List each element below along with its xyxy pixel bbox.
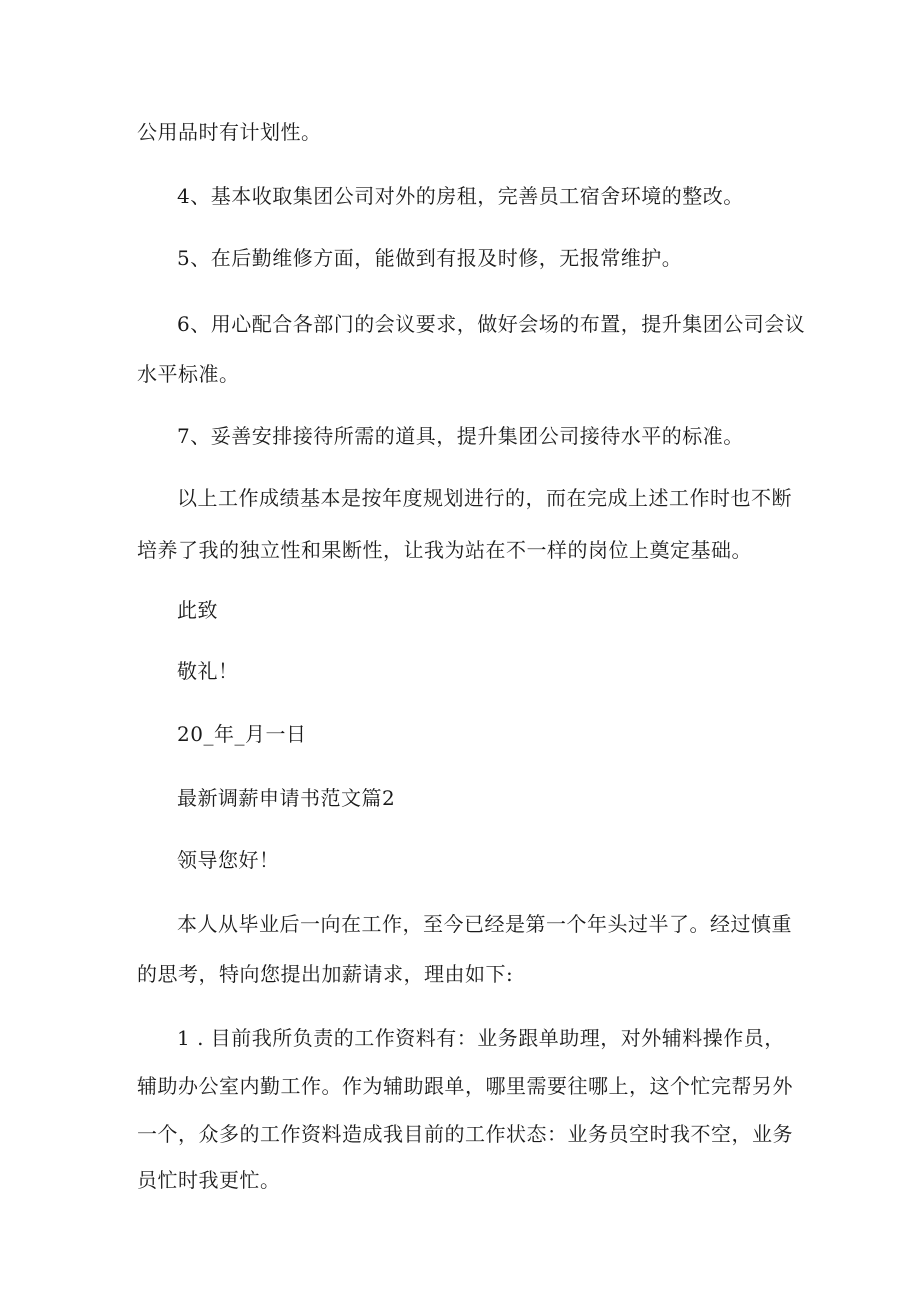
list-item-7: 7、妥善安排接待所需的道具，提升集团公司接待水平的标准。 <box>177 424 744 448</box>
paragraph-line: 一个，众多的工作资料造成我目前的工作状态：业务员空时我不空，业务 <box>137 1122 793 1146</box>
greeting: 领导您好！ <box>177 848 280 872</box>
closing-salutation: 此致 <box>177 598 218 622</box>
list-item-5: 5、在后勤维修方面，能做到有报及时修，无报常维护。 <box>177 246 683 270</box>
paragraph-line: 以上工作成绩基本是按年度规划进行的，而在完成上述工作时也不断 <box>177 486 792 510</box>
list-item-6: 6、用心配合各部门的会议要求，做好会场的布置，提升集团公司会议 <box>177 312 806 336</box>
date-line: 20_年_月一日 <box>177 722 307 746</box>
text-line: 水平标准。 <box>137 362 240 386</box>
paragraph-line: 培养了我的独立性和果断性，让我为站在不一样的岗位上奠定基础。 <box>137 538 752 562</box>
list-item-4: 4、基本收取集团公司对外的房租，完善员工宿舍环境的整改。 <box>177 184 744 208</box>
section-title: 最新调薪申请书范文篇2 <box>177 786 396 810</box>
paragraph-line: 本人从毕业后一向在工作，至今已经是第一个年头过半了。经过慎重 <box>177 912 792 936</box>
paragraph-line: 员忙时我更忙。 <box>137 1168 281 1192</box>
paragraph-line: 辅助办公室内勤工作。作为辅助跟单，哪里需要往哪上，这个忙完帮另外 <box>137 1074 793 1098</box>
list-item-1: 1 . 目前我所负责的工作资料有：业务跟单助理，对外辅料操作员， <box>177 1026 785 1050</box>
text-line: 公用品时有计划性。 <box>137 120 322 144</box>
paragraph-line: 的思考，特向您提出加薪请求，理由如下: <box>137 962 514 986</box>
closing-regards: 敬礼！ <box>177 659 239 683</box>
